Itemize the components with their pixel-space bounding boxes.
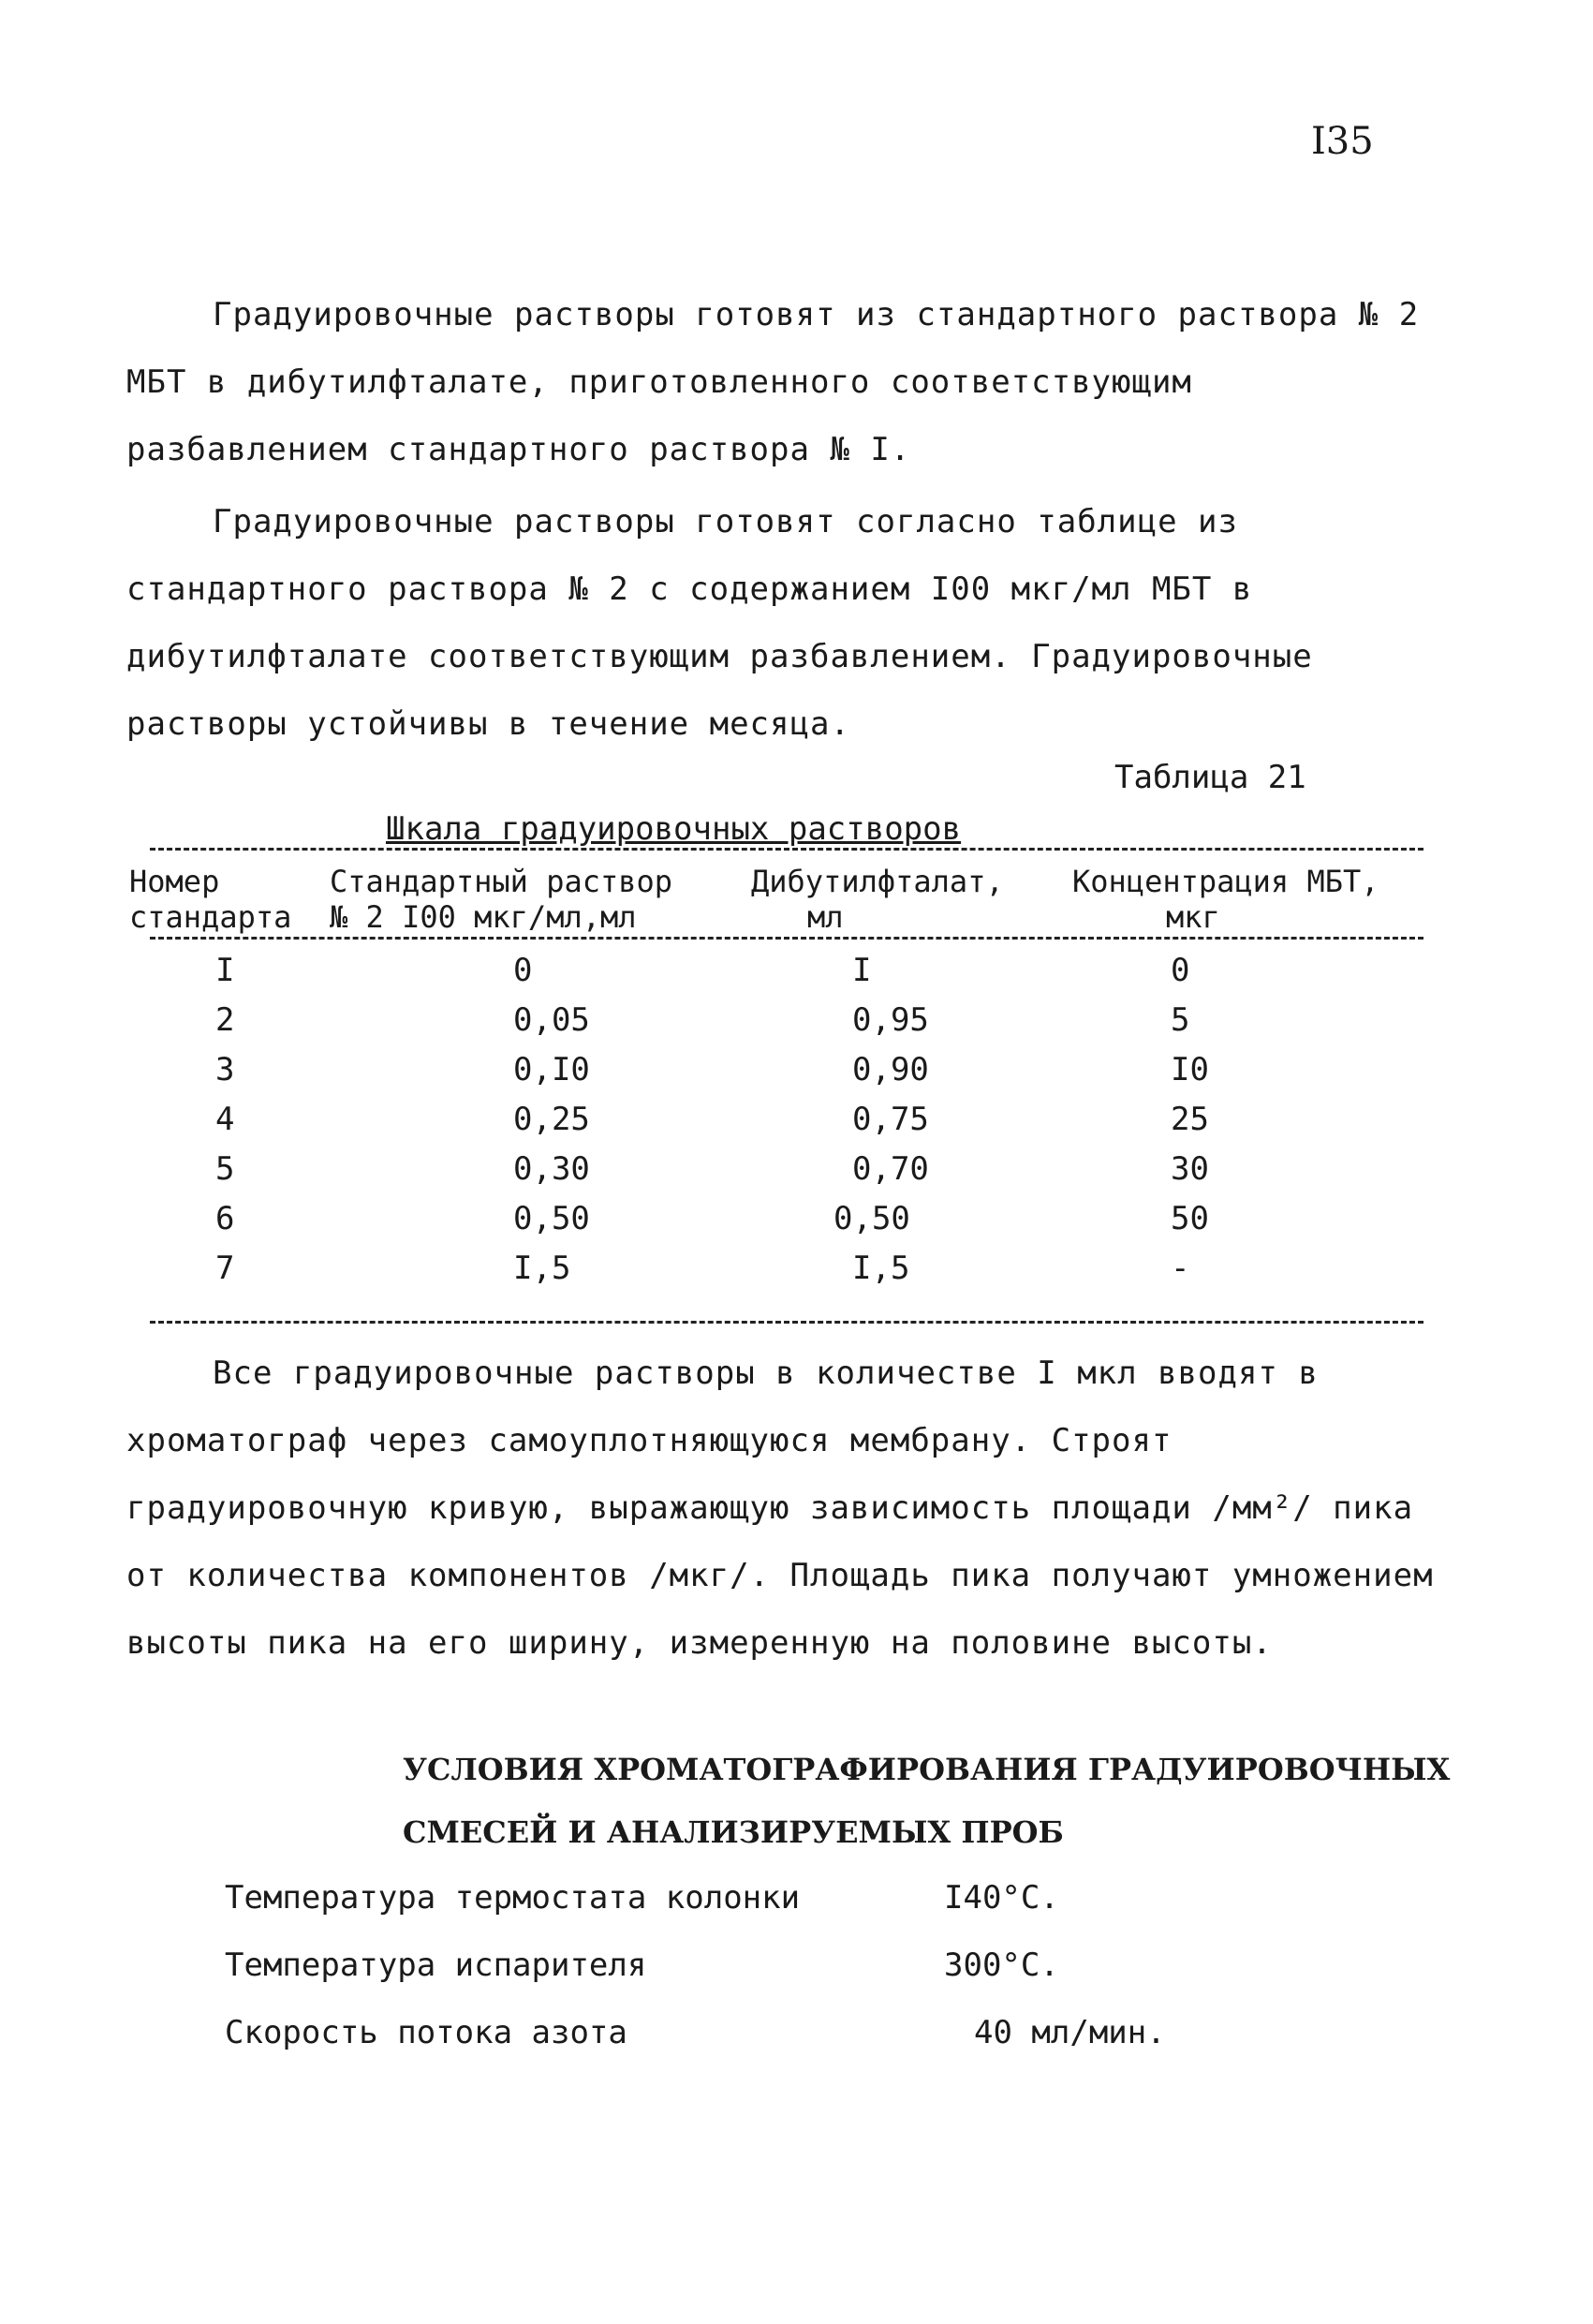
condition-label: Скорость потока азота <box>225 2014 627 2051</box>
cell-number: 4 <box>215 1101 235 1138</box>
table-body <box>0 952 1593 1299</box>
condition-label: Температура испарителя <box>225 1947 647 1984</box>
cell-concentration: I0 <box>1171 1051 1209 1088</box>
cell-concentration: 5 <box>1171 1001 1190 1039</box>
header-dibutylphthalate <box>751 864 1004 935</box>
section-title-line2: СМЕСЕЙ И АНАЛИЗИРУЕМЫХ ПРОБ <box>403 1814 1064 1850</box>
cell-dibutyl: 0,90 <box>852 1051 929 1088</box>
table-row <box>0 1001 1593 1051</box>
cell-number: 5 <box>215 1150 235 1188</box>
cell-number: 2 <box>215 1001 235 1039</box>
table-row <box>0 1250 1593 1299</box>
cell-number: 6 <box>215 1200 235 1237</box>
cell-concentration: 50 <box>1171 1200 1209 1237</box>
cell-dibutyl: 0,75 <box>852 1101 929 1138</box>
cell-dibutyl: 0,95 <box>852 1001 929 1039</box>
table-row <box>0 1101 1593 1150</box>
header-dibutyl-line2: мл <box>807 899 844 935</box>
table-row <box>0 1051 1593 1101</box>
cell-standard: 0,05 <box>513 1001 590 1039</box>
cell-dibutyl: 0,70 <box>852 1150 929 1188</box>
cell-standard: I,5 <box>513 1250 571 1287</box>
table-top-rule <box>150 848 1423 851</box>
condition-label: Температура термостата колонки <box>225 1879 801 1917</box>
header-conc-line2: мкг <box>1166 899 1220 935</box>
header-standard-solution <box>330 864 672 935</box>
header-concentration <box>1072 864 1379 935</box>
paragraph-calibration: Все градуировочные растворы в количестве I мкл вводят в хроматограф через самоуплотняющуюся мембрану. Строят градуировочную кривую, выражающую зависимость площади /мм²/ пика от количества компонентов /мкг/. Площадь пика получают умножением высоты пика на его ширину, измеренную на половине высоты. <box>126 1354 1434 1662</box>
paragraph-preparation: Градуировочные растворы готовят согласно таблице из стандартного раствора № 2 с содержанием I00 мкг/мл МБТ в дибутилфталате соответствующим разбавлением. Градуировочные растворы устойчивы в течение месяца. <box>126 503 1313 743</box>
cell-number: I <box>215 952 235 989</box>
table-row <box>0 1200 1593 1250</box>
table-header-rule <box>150 937 1423 940</box>
table-title: Шкала градуировочных растворов <box>386 810 962 848</box>
table-label: Таблица 21 <box>1114 759 1306 796</box>
cell-number: 7 <box>215 1250 235 1287</box>
section-title-line1: УСЛОВИЯ ХРОМАТОГРАФИРОВАНИЯ ГРАДУИРОВОЧНЫХ <box>403 1752 1451 1787</box>
cell-standard: 0,I0 <box>513 1051 590 1088</box>
table-row <box>0 952 1593 1001</box>
paragraph-intro: Градуировочные растворы готовят из стандартного раствора № 2 МБТ в дибутилфталате, приготовленного соответствующим разбавлением стандартного раствора № I. <box>126 296 1420 468</box>
condition-value: 300°C. <box>944 1947 1059 1984</box>
cell-standard: 0 <box>513 952 533 989</box>
condition-value: 40 мл/мин. <box>974 2014 1166 2051</box>
cell-concentration: 25 <box>1171 1101 1209 1138</box>
header-standard-line2: № 2 I00 мкг/мл,мл <box>330 899 637 935</box>
cell-standard: 0,30 <box>513 1150 590 1188</box>
table-bottom-rule <box>150 1321 1423 1324</box>
header-number <box>129 864 291 935</box>
cell-concentration: 0 <box>1171 952 1190 989</box>
cell-dibutyl: I,5 <box>852 1250 910 1287</box>
header-dibutyl-line1: Дибутилфталат, <box>751 864 1004 899</box>
header-number-line2: стандарта <box>129 899 292 935</box>
table-row <box>0 1150 1593 1200</box>
cell-number: 3 <box>215 1051 235 1088</box>
header-conc-line1: Концентрация МБТ, <box>1072 864 1379 899</box>
header-number-line1: Номер <box>129 864 220 899</box>
cell-dibutyl: I <box>852 952 872 989</box>
page-number: I35 <box>1311 120 1374 163</box>
cell-dibutyl: 0,50 <box>833 1200 910 1237</box>
header-standard-line1: Стандартный раствор <box>330 864 673 899</box>
cell-concentration: - <box>1171 1250 1190 1287</box>
cell-standard: 0,25 <box>513 1101 590 1138</box>
cell-standard: 0,50 <box>513 1200 590 1237</box>
condition-value: I40°C. <box>944 1879 1059 1917</box>
cell-concentration: 30 <box>1171 1150 1209 1188</box>
